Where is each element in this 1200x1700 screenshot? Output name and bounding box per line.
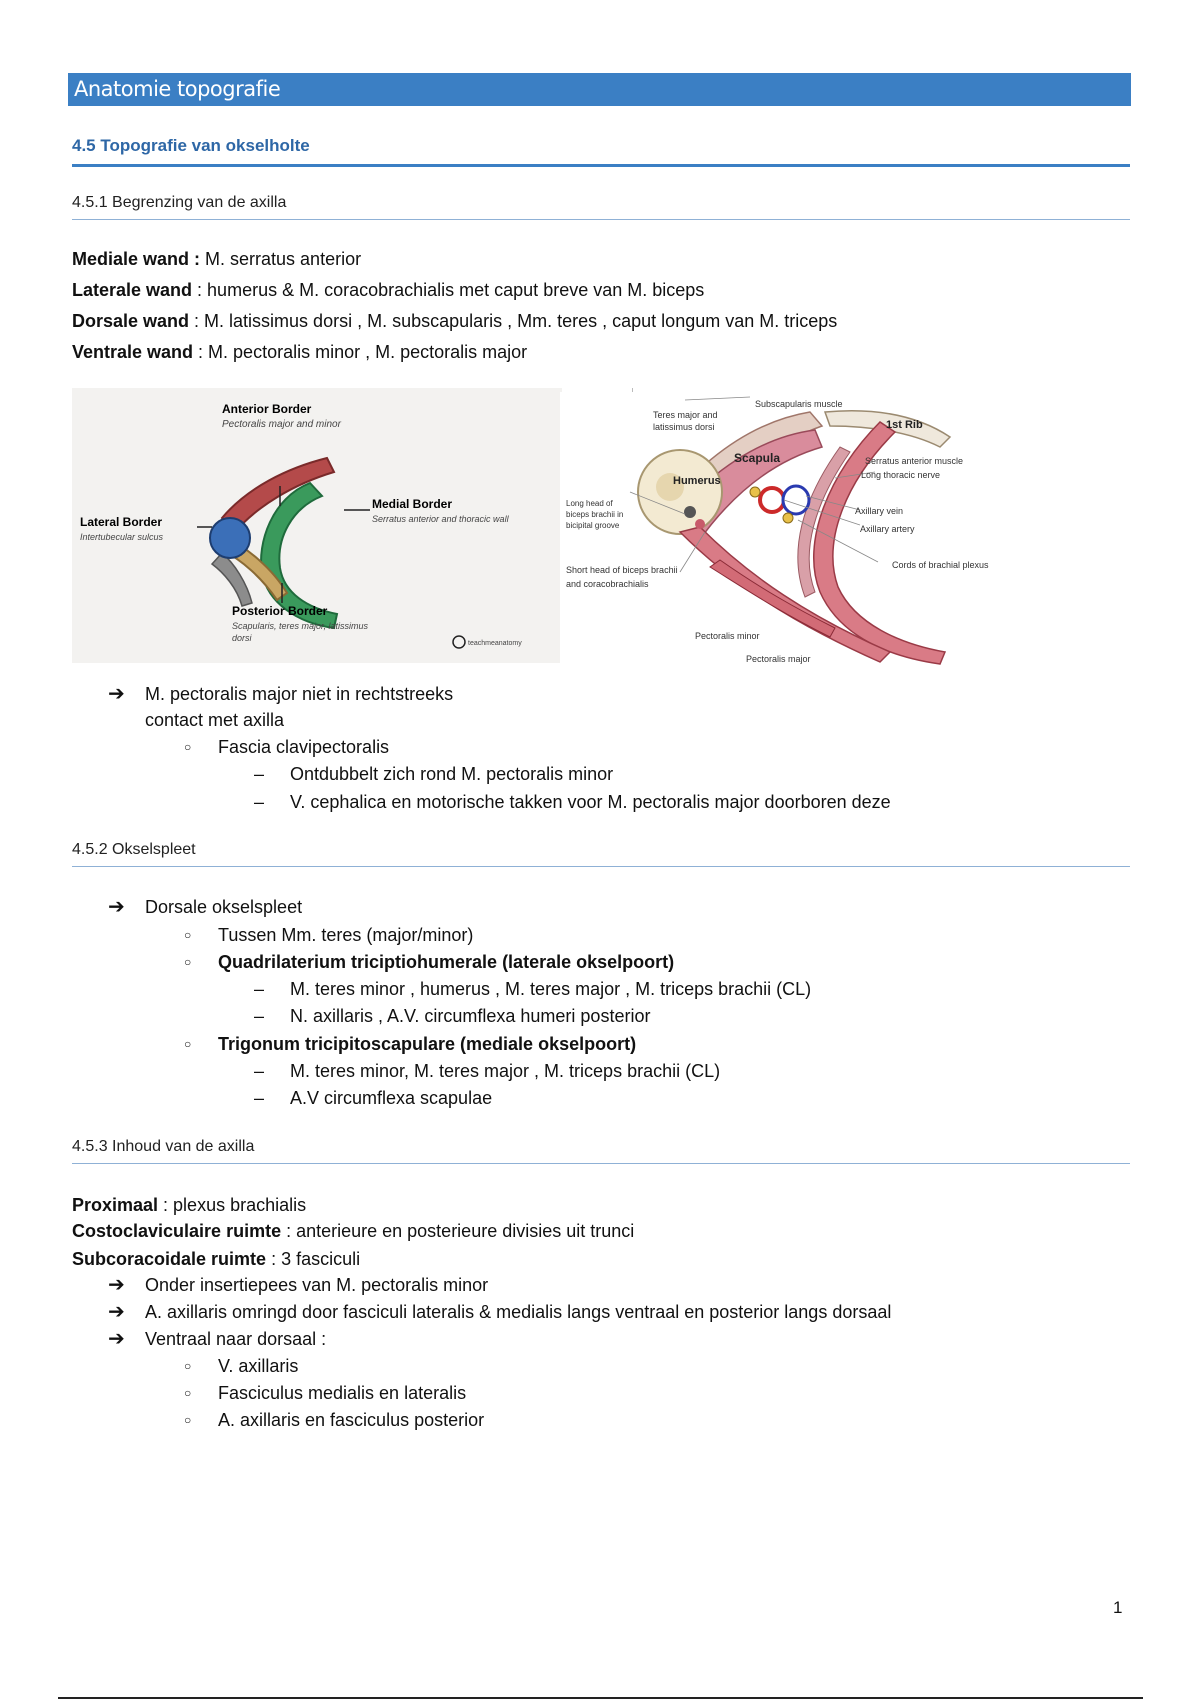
anterior-border-sub: Pectoralis major and minor	[222, 419, 341, 430]
wall-line: Dorsale wand : M. latissimus dorsi , M. subscapularis , Mm. teres , caput longum van M. triceps	[72, 311, 838, 331]
scapula-label: Scapula	[734, 451, 781, 465]
posterior-border-label: Posterior Border	[232, 604, 328, 618]
dash-bullet: –	[254, 1088, 265, 1108]
inhoud-line: Costoclaviculaire ruimte : anterieure en posterieure divisies uit trunci	[72, 1221, 635, 1241]
long-head-label-2: biceps brachii in	[566, 510, 624, 519]
anterior-border-label: Anterior Border	[222, 402, 312, 416]
okselspleet-item-1: Tussen Mm. teres (major/minor)	[218, 925, 474, 945]
posterior-border-sub: Scapularis, teres major, latissimus	[232, 621, 369, 631]
short-head-label: Short head of biceps brachii	[566, 565, 678, 575]
arrow-bullet: ➔	[108, 1274, 125, 1296]
dash-bullet: –	[254, 1006, 265, 1026]
circle-bullet: ○	[184, 1037, 192, 1051]
serratus-label: Serratus anterior muscle	[865, 456, 964, 466]
long-head-label-3: bicipital groove	[566, 521, 620, 530]
okselspleet-item-2-detail-1: M. teres minor , humerus , M. teres major , M. triceps brachii (CL)	[290, 979, 812, 999]
wall-list	[72, 244, 837, 368]
wall-line: Ventrale wand : M. pectoralis minor , M. pectoralis major	[72, 342, 528, 362]
latissimus-label: latissimus dorsi	[653, 422, 715, 432]
medial-border-sub: Serratus anterior and thoracic wall	[372, 514, 509, 524]
circle-bullet: ○	[184, 1413, 192, 1427]
pect-minor-label: Pectoralis minor	[695, 631, 760, 641]
inhoud-item-3: A. axillaris en fasciculus posterior	[218, 1410, 485, 1430]
okselspleet-item-2: Quadrilaterium triciptiohumerale (laterale okselpoort)	[218, 952, 675, 972]
wall-line: Mediale wand : M. serratus anterior	[72, 249, 362, 269]
dash-bullet: –	[254, 1061, 265, 1081]
arrow-bullet: ➔	[108, 1328, 125, 1350]
medial-border-label: Medial Border	[372, 497, 453, 511]
pect-major-label: Pectoralis major	[746, 654, 811, 664]
axilla-cross-section-figure	[560, 392, 1060, 677]
long-head-label: Long head of	[566, 499, 613, 508]
subsection-heading-4-5-3: 4.5.3 Inhoud van de axilla	[72, 1138, 1130, 1164]
inhoud-arrow-2: A. axillaris omringd door fasciculi lateralis & medialis langs ventraal en posterior langs dorsaal	[145, 1302, 892, 1322]
dash-bullet: –	[254, 792, 265, 812]
posterior-border-sub2: dorsi	[232, 633, 252, 643]
okselspleet-arrow: Dorsale okselspleet	[145, 897, 303, 917]
circle-bullet: ○	[184, 955, 192, 969]
inhoud-item-2: Fasciculus medialis en lateralis	[218, 1383, 467, 1403]
arrow-bullet: ➔	[108, 683, 125, 705]
subsection-heading-4-5-2: 4.5.2 Okselspleet	[72, 841, 1130, 867]
inhoud-arrow-3: Ventraal naar dorsaal :	[145, 1329, 327, 1349]
note-dash-2: V. cephalica en motorische takken voor M. pectoralis major doorboren deze	[290, 792, 891, 812]
rib-label: 1st Rib	[886, 419, 923, 431]
humerus-label: Humerus	[673, 475, 721, 487]
cords-label: Cords of brachial plexus	[892, 560, 989, 570]
short-head-label-2: and coracobrachialis	[566, 579, 649, 589]
okselspleet-item-3: Trigonum tricipitoscapulare (mediale okselpoort)	[218, 1034, 637, 1054]
dash-bullet: –	[254, 979, 265, 999]
circle-bullet: ○	[184, 1359, 192, 1373]
arrow-bullet: ➔	[108, 1301, 125, 1323]
footer-rule	[58, 1697, 1143, 1699]
axilla-borders-figure	[72, 388, 562, 663]
okselspleet-item-3-detail-1: M. teres minor, M. teres major , M. triceps brachii (CL)	[290, 1061, 721, 1081]
okselspleet-item-3-detail-2: A.V circumflexa scapulae	[290, 1088, 493, 1108]
note-arrow-line: M. pectoralis major niet in rechtstreeks	[145, 684, 454, 704]
arrow-bullet: ➔	[108, 896, 125, 918]
wall-line: Laterale wand : humerus & M. coracobrachialis met caput breve van M. biceps	[72, 280, 705, 300]
lateral-border-label: Lateral Border	[80, 515, 163, 529]
lateral-border-sub: Intertubecular sulcus	[80, 532, 164, 542]
inhoud-line: Proximaal : plexus brachialis	[72, 1195, 307, 1215]
note-arrow-line-2: contact met axilla	[145, 710, 285, 730]
axillary-vein-label: Axillary vein	[855, 506, 904, 516]
document-banner: Anatomie topografie	[68, 73, 1131, 106]
inhoud-item-1: V. axillaris	[218, 1356, 299, 1376]
logo-text: teachmeanatomy	[468, 640, 522, 647]
subscapularis-label: Subscapularis muscle	[755, 399, 843, 409]
axillary-artery-label: Axillary artery	[860, 524, 915, 534]
teres-label: Teres major and	[653, 410, 718, 420]
section-heading: 4.5 Topografie van okselholte	[72, 136, 1130, 167]
page-number: 1	[1113, 1598, 1123, 1617]
dash-bullet: –	[254, 764, 265, 784]
subsection-heading-4-5-1: 4.5.1 Begrenzing van de axilla	[72, 194, 1130, 220]
okselspleet-item-2-detail-2: N. axillaris , A.V. circumflexa humeri posterior	[290, 1006, 651, 1026]
circle-bullet: ○	[184, 1386, 192, 1400]
note-dash-1: Ontdubbelt zich rond M. pectoralis minor	[290, 764, 614, 784]
thoracic-nerve-label: Long thoracic nerve	[861, 470, 941, 480]
circle-bullet: ○	[184, 928, 192, 942]
circle-bullet: ○	[184, 740, 192, 754]
inhoud-line: Subcoracoidale ruimte : 3 fasciculi	[72, 1249, 361, 1269]
inhoud-arrow-1: Onder insertiepees van M. pectoralis minor	[145, 1275, 489, 1295]
note-fascia: Fascia clavipectoralis	[218, 737, 390, 757]
